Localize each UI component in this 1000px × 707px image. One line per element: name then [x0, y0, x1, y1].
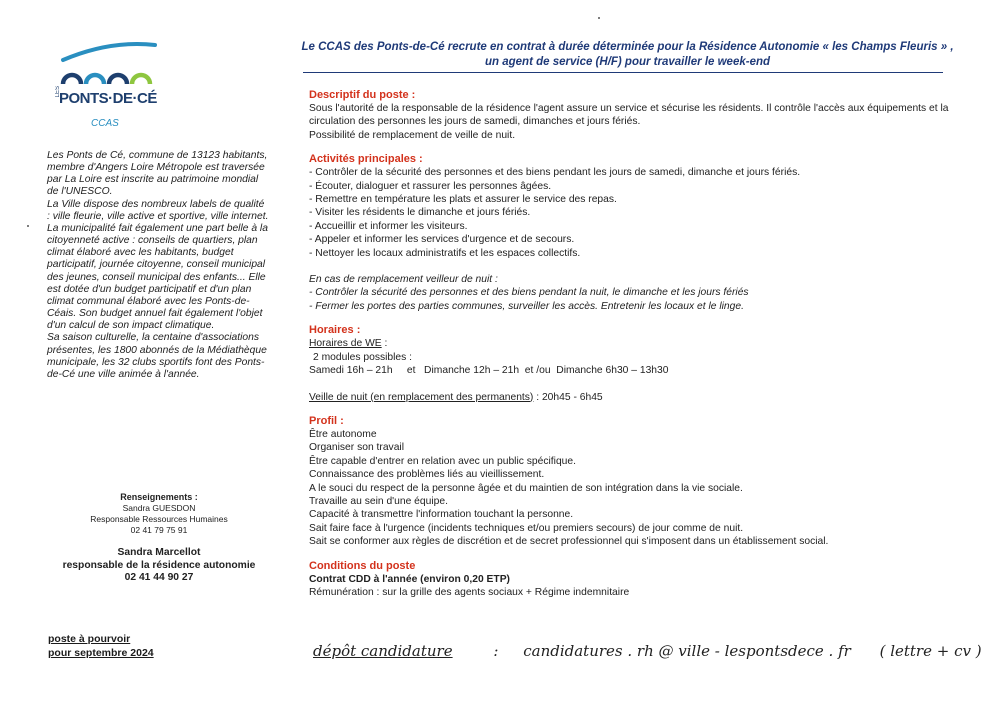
descriptif-text: Possibilité de remplacement de veille de nuit.	[309, 129, 516, 141]
logo-ccas: CCAS	[91, 118, 119, 129]
profile-item: Travaille au sein d'une équipe.	[309, 495, 448, 507]
profile-item: Sait faire face à l'urgence (incidents techniques et/ou premiers secours) de jour comme de nuit.	[309, 522, 744, 534]
intro-paragraph: La Ville dispose des nombreux labels de qualité : ville fleurie, ville active et sportive, ville internet.	[47, 198, 269, 222]
profile-item: Être capable d'entrer en relation avec un public spécifique.	[309, 455, 576, 467]
we-hours-label	[309, 337, 949, 350]
title-underline	[303, 72, 943, 73]
availability-note	[48, 632, 208, 660]
logo-les: LES	[55, 86, 61, 98]
contact-role: responsable de la résidence autonomie	[62, 559, 256, 571]
scan-speck	[598, 17, 600, 19]
modules-text: 2 modules possibles :	[313, 351, 413, 363]
intro-paragraph: Sa saison culturelle, la centaine d'associations présentes, les 1800 abonnés de la Médiathèque municipale, les 32 clubs sportifs font des Ponts-de-Cé une ville animée à l'année.	[47, 332, 267, 380]
handwritten-email: candidatures . rh @ ville - lespontsdece . fr	[523, 642, 851, 660]
activity-item: - Accueillir et informer les visiteurs.	[309, 220, 468, 232]
ponts-de-ce-logo	[55, 42, 165, 132]
night-item: - Contrôler la sécurité des personnes et des biens pendant la nuit, le dimanche et les jours fériés	[309, 287, 749, 299]
activity-item: - Appeler et informer les services d'urgence et de secours.	[309, 234, 575, 246]
activity-item: - Contrôler de la sécurité des personnes et des biens pendant les jours de samedi, dimanche et jours fériés.	[309, 167, 801, 179]
descriptif-text: Sous l'autorité de la responsable de la résidence l'agent assure un service et sécurise les résidents. Il contrôle l'accès aux équipements et la circulation des personnes les jours de samedi, dimanches et jours fériés.	[309, 103, 949, 128]
handwritten-colon: :	[493, 642, 499, 660]
availability-line: pour septembre 2024	[48, 647, 154, 659]
availability-line: poste à pourvoir	[48, 633, 131, 645]
contact-phone: 02 41 44 90 27	[124, 572, 194, 583]
night-intro: En cas de remplacement veilleur de nuit :	[309, 274, 498, 286]
job-description	[309, 88, 949, 599]
profile-item: Organiser son travail	[309, 442, 404, 454]
time-slots: Samedi 16h – 21h et Dimanche 12h – 21h et /ou Dimanche 6h30 – 13h30	[309, 365, 669, 377]
handwritten-label: dépôt candidature	[313, 642, 453, 660]
profile-item: A le souci du respect de la personne âgée et du maintien de son intégration dans la vie sociale.	[309, 482, 743, 494]
profile-item: Connaissance des problèmes liés au vieillissement.	[309, 469, 545, 481]
contact-name: Sandra Marcellot	[117, 547, 201, 558]
section-heading-descriptif: Descriptif du poste :	[309, 89, 416, 101]
activity-item: - Écouter, dialoguer et rassurer les personnes âgées.	[309, 180, 552, 192]
activity-item: - Nettoyer les locaux administratifs et les espaces collectifs.	[309, 247, 581, 259]
contract-type: Contrat CDD à l'année (environ 0,20 ETP)	[309, 573, 510, 585]
we-hours-title: Horaires de WE	[309, 338, 382, 350]
contact-heading: Renseignements :	[120, 492, 198, 502]
activity-item: - Visiter les résidents le dimanche et jours fériés.	[309, 207, 531, 219]
handwritten-application-note	[313, 642, 982, 660]
we-hours-colon: :	[381, 338, 388, 350]
section-heading-profil: Profil :	[309, 414, 344, 427]
contact-phone: 02 41 79 75 91	[130, 525, 188, 535]
logo-graphic-icon	[55, 42, 165, 90]
section-heading-conditions: Conditions du poste	[309, 559, 416, 572]
night-item: - Fermer les portes des parties communes, surveiller les accès. Entretenir les locaux et le linge.	[309, 300, 744, 312]
scan-speck	[27, 225, 29, 227]
night-hours	[309, 391, 949, 404]
page-title: Le CCAS des Ponts-de-Cé recrute en contrat à durée déterminée pour la Résidence Autonomie « les Champs Fleuris » , un agent de service (H/F) pour travailler le week-end	[301, 41, 954, 68]
intro-paragraph: Les Ponts de Cé, commune de 13123 habitants, membre d'Angers Loire Métropole est traversée par La Loire est inscrite au patrimoine mondial de l'UNESCO.	[47, 150, 268, 198]
logo-name: PONTS·DE·CÉ	[59, 90, 157, 107]
handwritten-note: ( lettre + cv )	[879, 642, 982, 660]
profile-item: Être autonome	[309, 428, 377, 440]
activity-item: - Remettre en température les plats et assurer le service des repas.	[309, 194, 617, 206]
night-hours-label: Veille de nuit (en remplacement des permanents)	[309, 391, 534, 403]
contact-block	[48, 492, 270, 585]
profile-item: Capacité à transmettre l'information touchant la personne.	[309, 509, 574, 521]
salary-text: Rémunération : sur la grille des agents sociaux + Régime indemnitaire	[309, 586, 630, 598]
profile-item: Sait se conformer aux règles de discrétion et de secret professionnel qui s'imposent dans un établissement social.	[309, 536, 829, 548]
city-intro	[47, 150, 269, 381]
contact-name: Sandra GUESDON	[122, 503, 196, 513]
section-heading-activites: Activités principales :	[309, 153, 423, 166]
contact-role: Responsable Ressources Humaines	[90, 514, 228, 524]
intro-paragraph: La municipalité fait également une part belle à la citoyenneté active : conseils de quartiers, plan climat élaboré avec les habitants, budget participatif, journée citoyenne, conseil municipal des jeunes, conseil municipal des enfants... Elle est dotée d'un budget participatif et d'un plan climat communal élaboré avec les Ponts-de-Céais. Son budget annuel fait également l'objet d'un calcul de son impact climatique.	[47, 222, 268, 332]
night-hours-value: : 20h45 - 6h45	[533, 391, 603, 403]
section-heading-horaires: Horaires :	[309, 324, 361, 337]
